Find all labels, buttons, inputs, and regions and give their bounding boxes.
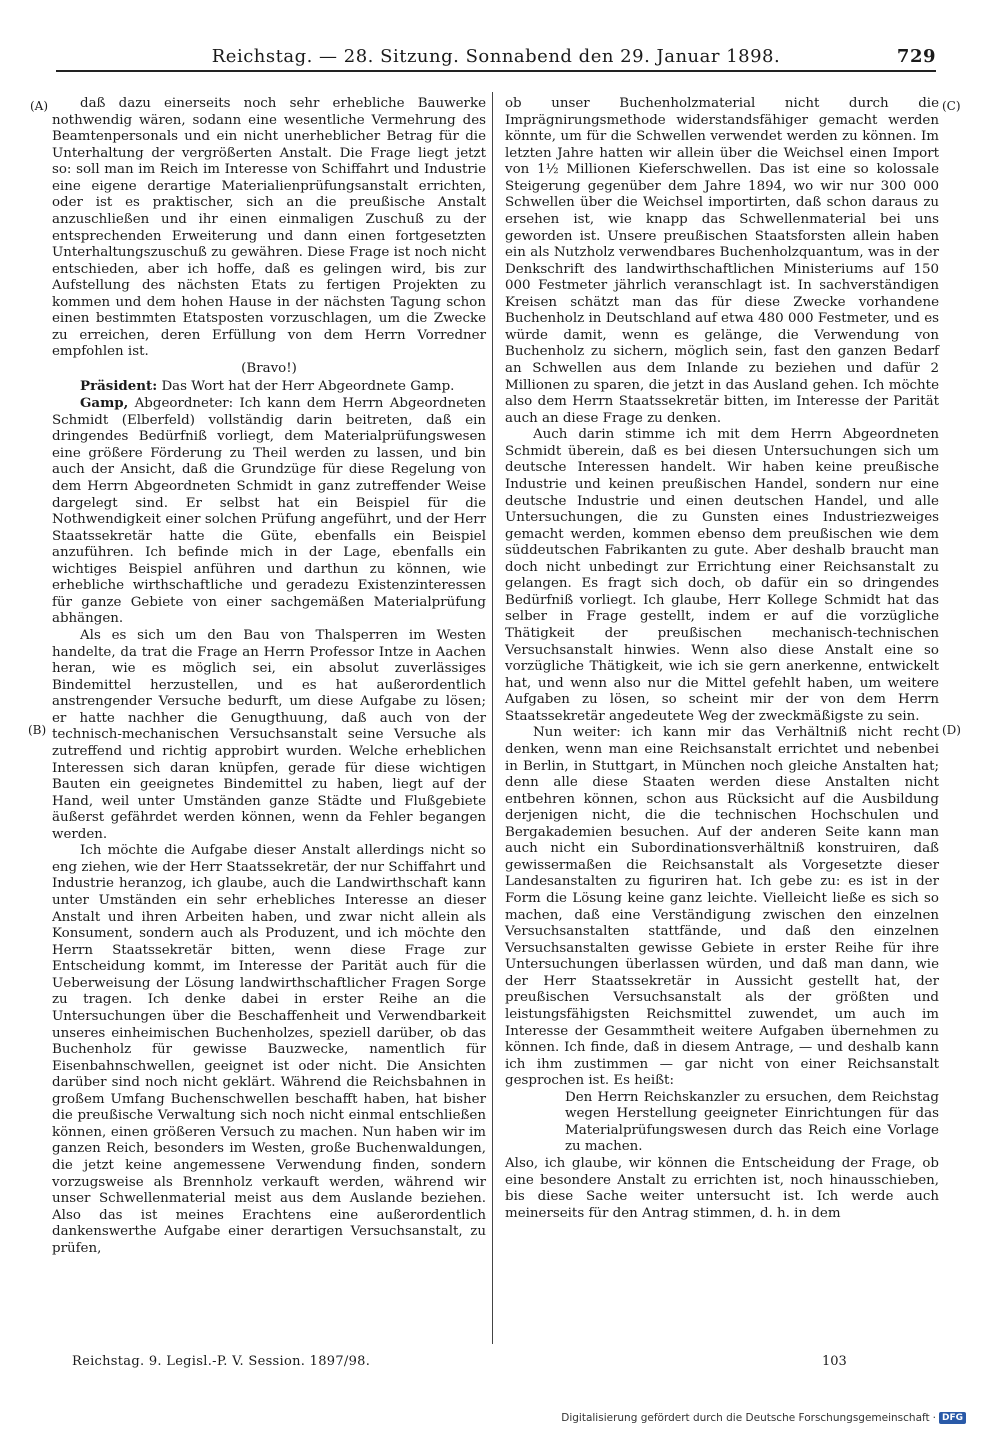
right-text-column — [505, 96, 939, 1222]
text-paragraph: Ich möchte die Aufgabe dieser Anstalt allerdings nicht so eng ziehen, wie der Herr Staatssekretär, der nur Schiffahrt und Industrie heranzog, ich glaube, auch die Landwirthschaft kann unter Umständen ein sehr erhebliches Interesse an dieser Anstalt und ihren Arbeiten haben, und zwar nicht allein als Konsument, sondern auch als Produzent, und ich möchte den Herrn Staatssekretär bitten, wenn diese Frage zur Entscheidung kommt, im Interesse der Parität auch für die Ueberweisung der Lösung landwirthschaftlicher Fragen Sorge zu tragen. Ich denke dabei in erster Reihe an die Untersuchungen über die Beschaffenheit und Verwendbarkeit unseres einheimischen Buchenholzes, speziell darüber, ob das Buchenholz für gewisse Bauzwecke, namentlich für Eisenbahnschwellen, geeignet ist oder nicht. Die Ansichten darüber sind noch nicht geklärt. Während die Reichsbahnen in großem Umfang Buchenschwellen beschafft haben, hat bisher die preußische Verwaltung sich noch nicht einmal entschließen können, einen größeren Versuch zu machen. Nun haben wir im ganzen Reich, besonders im Westen, große Buchenwaldungen, die jetzt keine angemessene Verwendung finden, sondern vorzugsweise als Brennholz verkauft werden, während wir unser Schwellenmaterial meist aus dem Auslande beziehen. Also das ist meines Erachtens eine außerordentlich dankenswerthe Aufgabe einer derartigen Versuchsanstalt, zu prüfen, — [52, 843, 486, 1256]
signature-number: 103 — [822, 1354, 847, 1369]
speech-text: Das Wort hat der Herr Abgeordnete Gamp. — [157, 378, 455, 394]
page-number: 729 — [896, 46, 936, 67]
speaker-name: Präsident: — [80, 377, 158, 394]
running-header — [56, 44, 936, 72]
margin-marker-c: (C) — [942, 99, 961, 113]
text-paragraph: Nun weiter: ich kann mir das Verhältniß nicht recht denken, wenn man eine Reichsanstalt errichtet und nebenbei in Berlin, in Stuttgart, in München noch gleiche Anstalten hat; denn alle diese Staaten werden diese Anstalten nicht entbehren können, schon aus Rücksicht auf die Ausbildung derjenigen nicht, die die technischen Hochschulen und Bergakademien besuchen. Auf der anderen Seite kann man auch nicht ein Subordinationsverhältniß konstruiren, daß gewissermaßen die Reichsanstalt als Vorgesetzte dieser Landesanstalten zu figuriren hat. Ich gebe zu: es ist in der Form die Lösung keine ganz leichte. Vielleicht ließe es sich so machen, daß eine Verständigung zwischen den einzelnen Versuchsanstalten stattfände, und daß den einzelnen Versuchsanstalten gewisse Gebiete in erster Reihe für ihre Untersuchungen überlassen würden, und daß man dann, wie der Herr Staatssekretär in Aussicht gestellt hat, der preußischen Versuchsanstalt als der größten und leistungsfähigsten Reichsmittel zuwendet, um auch im Interesse der Gesammtheit weitere Aufgaben übernehmen zu können. Ich finde, daß in diesem Antrage, — und deshalb kann ich ihm zustimmen — gar nicht von einer Reichsanstalt gesprochen ist. Es heißt: — [505, 725, 939, 1089]
applause-note: (Bravo!) — [241, 361, 297, 376]
dfg-logo: DFG — [939, 1412, 966, 1424]
speech-paragraph — [52, 378, 486, 396]
margin-marker-d: (D) — [942, 723, 961, 737]
footer-session-line: Reichstag. 9. Legisl.-P. V. Session. 1897/98. — [72, 1354, 371, 1369]
digitization-credit: Digitalisierung gefördert durch die Deutsche Forschungsgemeinschaft · DFG — [561, 1412, 966, 1424]
speech-paragraph — [52, 395, 486, 628]
text-paragraph: Als es sich um den Bau von Thalsperren im Westen handelte, da trat die Frage an Herrn Professor Intze in Aachen heran, wie es möglich sei, ein absolut zuverlässiges Bindemittel herzustellen, und es hat außerordentlich anstrengender Versuche bedurft, um diese Aufgabe zu lösen; er hatte nachher die Genugthuung, daß auch von der technisch-mechanischen Versuchsanstalt seine Versuche als zutreffend und richtig approbirt wurden. Welche erheblichen Interessen sich daran knüpfen, gerade für diese wichtigen Bauten ein geeignetes Bindemittel zu haben, liegt auf der Hand, weil unter Umständen ganze Städte und Flußgebiete äußerst gefährdet werden können, wenn da Fehler begangen werden. — [52, 628, 486, 842]
text-paragraph: Also, ich glaube, wir können die Entscheidung der Frage, ob eine besondere Anstalt zu errichten ist, noch hinausschieben, bis diese Sache weiter untersucht ist. Ich werde auch meinerseits für den Antrag stimmen, d. h. in dem — [505, 1156, 939, 1221]
speech-text: Abgeordneter: Ich kann dem Herrn Abgeordneten Schmidt (Elberfeld) vollständig darin beitreten, daß ein dringendes Bedürfniß vorliegt, dem Materialprüfungswesen eine größere Förderung zu Theil werden zu lassen, und bin auch der Ansicht, daß die Grundzüge für diese Regelung von dem Herrn Abgeordneten Schmidt in ganz zutreffender Weise dargelegt sind. Er selbst hat ein Beispiel für die Nothwendigkeit einer solchen Prüfung angeführt, und der Herr Staatssekretär hatte die Güte, ebenfalls ein Beispiel anzuführen. Ich befinde mich in der Lage, ebenfalls ein wichtiges Beispiel anführen und darthun zu können, wie erhebliche wirthschaftliche und geradezu Existenzinteressen für ganze Gebiete von einer sachgemäßen Materialprüfung abhängen. — [52, 396, 486, 627]
column-divider — [492, 92, 493, 1344]
speaker-name: Gamp, — [80, 395, 129, 412]
left-text-column — [52, 96, 486, 1257]
margin-marker-b: (B) — [28, 723, 47, 737]
text-paragraph: ob unser Buchenholzmaterial nicht durch die Imprägnirungsmethode widerstandsfähiger gemacht werden könnte, um für die Schwellen verwendet werden zu können. Im letzten Jahre hatten wir allein über die Weichsel einen Import von 1½ Millionen Kieferschwellen. Das ist eine so kolossale Steigerung gegenüber dem Jahre 1894, wo wir nur 300 000 Schwellen über die Weichsel importirten, daß schon daraus zu ersehen ist, wie knapp das Schwellenmaterial bei uns geworden ist. Unsere preußischen Staatsforsten allein haben ein als Nutzholz verwendbares Buchenholzquantum, was in der Denkschrift des landwirthschaftlichen Ministeriums auf 150 000 Festmeter jährlich veranschlagt ist. In sachverständigen Kreisen schätzt man das für diese Zwecke vorhandene Buchenholz in Deutschland auf etwa 480 000 Festmeter, und es würde damit, wenn es gelänge, die Verwendung von Buchenholz zu sichern, möglich sein, fast den ganzen Bedarf an Schwellen aus dem Inlande zu beziehen und dafür 2 Millionen zu sparen, die jetzt in das Ausland gehen. Ich möchte also dem Herrn Staatssekretär bitten, im Interesse der Parität auch an diese Frage zu denken. — [505, 96, 939, 426]
running-title: Reichstag. — 28. Sitzung. Sonnabend den 29. Januar 1898. — [211, 46, 781, 67]
margin-marker-a: (A) — [30, 99, 49, 113]
text-paragraph: daß dazu einerseits noch sehr erhebliche Bauwerke nothwendig wären, sodann eine wesentliche Vermehrung des Beamtenpersonals und ein nicht unerheblicher Betrag für die Unterhaltung der vergrößerten Anstalt. Die Frage liegt jetzt so: soll man im Reich im Interesse von Schiffahrt und Industrie eine eigene derartige Materialienprüfungsanstalt errichten, oder ist es praktischer, sich an die preußische Anstalt anzuschließen und ihr einen einmaligen Zuschuß zu der entsprechenden Erweiterung und dann einen fortgesetzten Unterhaltungszuschuß zu gewähren. Diese Frage ist noch nicht entschieden, aber ich hoffe, daß es gelingen wird, bis zur Aufstellung des nächsten Etats zu fertigen Projekten zu kommen und dem hohen Hause in der nächsten Tagung schon einen bestimmten Etatsposten vorzuschlagen, um die Zwecke zu erreichen, deren Erfüllung von dem Herrn Vorredner empfohlen ist. — [52, 96, 486, 360]
credit-text: Digitalisierung gefördert durch die Deutsche Forschungsgemeinschaft — [561, 1412, 930, 1424]
quoted-motion: Den Herrn Reichskanzler zu ersuchen, dem Reichstag wegen Herstellung geeigneter Einrichtungen für das Materialprüfungswesen durch das Reich eine Vorlage zu machen. — [565, 1089, 939, 1155]
text-paragraph: Auch darin stimme ich mit dem Herrn Abgeordneten Schmidt überein, daß es bei diesen Untersuchungen sich um deutsche Interessen handelt. Wir haben keine preußische Industrie und keinen preußischen Handel, sondern nur eine deutsche Industrie und einen deutschen Handel, und alle Untersuchungen, die zu Gunsten eines Industriezweiges gemacht werden, kommen ebenso dem preußischen wie dem süddeutschen Fabrikanten zu gute. Aber deshalb braucht man doch nicht unbedingt zur Errichtung einer Reichsanstalt zu gelangen. Es fragt sich doch, ob dafür ein so dringendes Bedürfniß vorliegt. Ich glaube, Herr Kollege Schmidt hat das selber in Frage gestellt, indem er auf die vorzügliche Thätigkeit der preußischen mechanisch-technischen Versuchsanstalt hinwies. Wenn also diese Anstalt eine so vorzügliche Thätigkeit, wie ich sie gern anerkenne, entwickelt hat, und wenn also nur die Mittel gefehlt haben, um weitere Aufgaben zu lösen, so scheint mir der von dem Herrn Staatssekretär angedeutete Weg der zweckmäßigste zu sein. — [505, 427, 939, 724]
